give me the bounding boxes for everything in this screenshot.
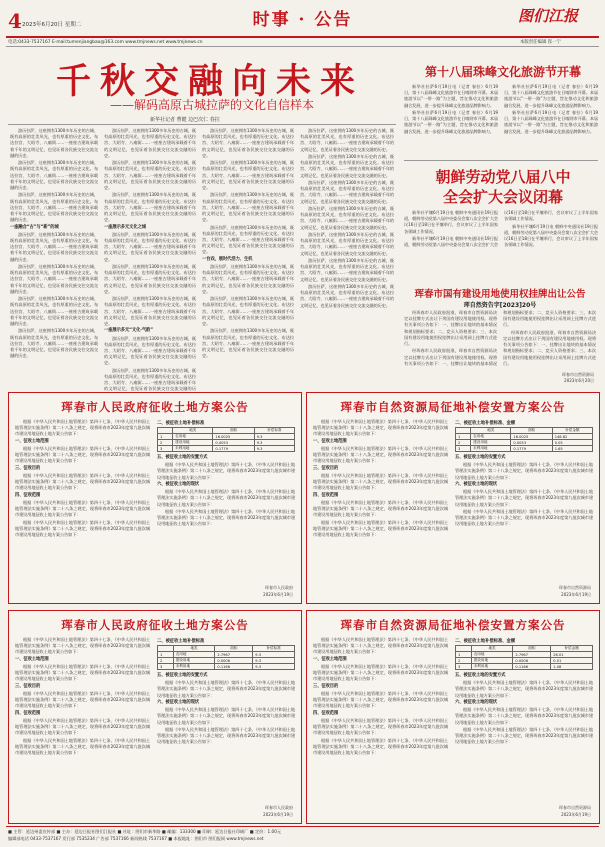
table-cell: 未利用地: [471, 664, 513, 670]
announcement-table-title: 二、被征收土地补偿标准、金额: [455, 639, 516, 644]
table-cell: 建设用地: [173, 658, 215, 664]
table-header: 地类: [173, 428, 213, 434]
lead-subhead-4: 一台戏，展时代活力、生机: [202, 256, 253, 262]
table-cell: 0.1166: [215, 664, 253, 670]
table-cell: 0.0053: [511, 440, 552, 446]
lead-subhead-1: 一座融合“古”与“新”的城: [10, 224, 59, 230]
table-cell: 0.01: [551, 658, 593, 664]
side1-title: 第十八届珠峰文化旅游节开幕: [424, 65, 581, 79]
table-header: 补偿标准: [254, 428, 294, 434]
table-cell: 建设用地: [471, 658, 513, 664]
table-cell: 1.65: [552, 446, 592, 452]
table-cell: 0.0006: [513, 658, 551, 664]
table-cell: 1: [158, 434, 173, 440]
announcement-col-right: 五、被征收土地的安置方式 根据《中华人民共和国土地管理法》第四十七条、《中华人民共和国土地管理法实施条例》第二十八条之规定，现将珲春市2023年度第九批次城市建设用地征收土地方案公告如下： 六、被征收土地的现状 根据《中华人民共和国土地管理法》第四十七条、《中华人民共和国土地管理法实施条例》第二十八条之规定，现将珲春市2023年度第九批次城市建设用地征收土地方案公告如下： 根据《中华人民共和国土地管理法》第四十七条、《中华人民共和国土地管理法实施条例》第二十八条之规定，现将珲春市2023年度第九批次城市建设用地征收土地方案公告如下：: [455, 673, 593, 745]
table-cell: 农用地: [471, 434, 511, 440]
notice-main: [402, 284, 598, 386]
lead-title: 千秋交融向未来: [55, 61, 364, 102]
table-row: [158, 446, 295, 452]
table-header: 面积: [215, 646, 253, 652]
table-cell: 9.3: [253, 664, 295, 670]
table-cell: 148.82: [552, 434, 592, 440]
table-cell: 0.05: [552, 440, 592, 446]
side2-body: 新华社平壤6月19日电 朝鲜中央通讯社19日报道，朝鲜劳动党第八届中央委员会第八次全会扩大会议16日至18日在平壤举行，会议审议了上半年国家各领域工作情况。 新华社平壤6月19日电 朝鲜中央通讯社19日报道，朝鲜劳动党第八届中央委员会第八次全会扩大会议16日至18日在平壤举行，会议审议了上半年国家各领域工作情况。 新华社平壤6月19日电 朝鲜中央通讯社19日报道，朝鲜劳动党第八届中央委员会第八次全会扩大会议16日至18日在平壤举行，会议审议了上半年国家各领域工作情况。: [404, 210, 599, 248]
table-cell: 2.7967: [513, 652, 551, 658]
editor-line: 本版责任编辑 崔一宁: [520, 40, 561, 45]
announcement-table-title: 二、被征收土地补偿标准: [157, 421, 205, 426]
table-header: 补偿标准: [253, 646, 295, 652]
lead-col-1: 游历拉萨，这座拥有1300多年历史的古城，既有高原的壮美风光，也有厚重的历史文化。布达拉宫、大昭寺、八廓街……一座座古建筑承载着千年的文明记忆，也见证着各民族交往交流交融的历史。 游历拉萨，这座拥有1300多年历史的古城，既有高原的壮美风光，也有厚重的历史文化。布达拉宫、大昭寺、八廓街……一座座古建筑承载着千年的文明记忆，也见证着各民族交往交流交融的历史。 游历拉萨，这座拥有1300多年历史的古城，既有高原的壮美风光，也有厚重的历史文化。布达拉宫、大昭寺、八廓街……一座座古建筑承载着千年的文明记忆，也见证着各民族交往交流交融的历史。 一座融合“古”与“新”的城 游历拉萨，这座拥有1300多年历史的古城，既有高原的壮美风光，也有厚重的历史文化。布达拉宫、大昭寺、八廓街……一座座古建筑承载着千年的文明记忆，也见证着各民族交往交流交融的历史。 游历拉萨，这座拥有1300多年历史的古城，既有高原的壮美风光，也有厚重的历史文化。布达拉宫、大昭寺、八廓街……一座座古建筑承载着千年的文明记忆，也见证着各民族交往交流交融的历史。 游历拉萨，这座拥有1300多年历史的古城，既有高原的壮美风光，也有厚重的历史文化。布达拉宫、大昭寺、八廓街……一座座古建筑承载着千年的文明记忆，也见证着各民族交往交流交融的历史。 游历拉萨，这座拥有1300多年历史的古城，既有高原的壮美风光，也有厚重的历史文化。布达拉宫、大昭寺、八廓街……一座座古建筑承载着千年的文明记忆，也见证着各民族交往交流交融的历史。: [10, 128, 98, 359]
notice-main-subtitle: 珲自然资告字[2023]20号: [463, 302, 537, 309]
announcement-signer: 珲春市人民政府: [265, 585, 293, 591]
table-row: [456, 664, 593, 670]
announcement-4: [306, 610, 600, 824]
table-cell: 9.3: [254, 446, 294, 452]
announcement-col-left: 根据《中华人民共和国土地管理法》第四十七条、《中华人民共和国土地管理法实施条例》第二十八条之规定，现将珲春市2023年度第九批次城市建设用地征收土地方案公告如下： 一、征收土地范围 根据《中华人民共和国土地管理法》第四十七条、《中华人民共和国土地管理法实施条例》第二十八条之规定，现将珲春市2023年度第九批次城市建设用地征收土地方案公告如下： 三、征收目的 根据《中华人民共和国土地管理法》第四十七条、《中华人民共和国土地管理法实施条例》第二十八条之规定，现将珲春市2023年度第九批次城市建设用地征收土地方案公告如下： 四、征收范围 根据《中华人民共和国土地管理法》第四十七条、《中华人民共和国土地管理法实施条例》第二十八条之规定，现将珲春市2023年度第九批次城市建设用地征收土地方案公告如下： 根据《中华人民共和国土地管理法》第四十七条、《中华人民共和国土地管理法实施条例》第二十八条之规定，现将珲春市2023年度第九批次城市建设用地征收土地方案公告如下：: [313, 419, 448, 538]
table-cell: 9.3: [253, 652, 295, 658]
page-number: 4: [8, 9, 22, 33]
table-cell: 农用地: [471, 652, 513, 658]
lead-subhead-2: 一座展示多元文化之城: [104, 224, 146, 230]
table-cell: 未利用地: [173, 664, 215, 670]
announcement-3: [8, 610, 302, 824]
table-cell: 1: [456, 652, 472, 658]
table-header: 面积: [513, 646, 551, 652]
table-header: 地类: [471, 646, 513, 652]
notice-main-title: 珲春市国有建设用地使用权挂牌出让公告: [414, 289, 586, 300]
table-cell: 未利用地: [173, 446, 213, 452]
announcement-table: [455, 427, 593, 452]
table-header: 地类: [471, 428, 511, 434]
table-cell: 26.01: [551, 652, 593, 658]
issue-date: 2023年6月20日 星期二: [22, 22, 82, 28]
table-header: 面积: [213, 428, 254, 434]
table-header: 补偿金额: [552, 428, 592, 434]
announcement-col-left: 根据《中华人民共和国土地管理法》第四十七条、《中华人民共和国土地管理法实施条例》第二十八条之规定，现将珲春市2023年度第九批次城市建设用地征收土地方案公告如下： 一、征收土地范围 根据《中华人民共和国土地管理法》第四十七条、《中华人民共和国土地管理法实施条例》第二十八条之规定，现将珲春市2023年度第九批次城市建设用地征收土地方案公告如下： 三、征收目的 根据《中华人民共和国土地管理法》第四十七条、《中华人民共和国土地管理法实施条例》第二十八条之规定，现将珲春市2023年度第九批次城市建设用地征收土地方案公告如下： 四、征收范围 根据《中华人民共和国土地管理法》第四十七条、《中华人民共和国土地管理法实施条例》第二十八条之规定，现将珲春市2023年度第九批次城市建设用地征收土地方案公告如下： 根据《中华人民共和国土地管理法》第四十七条、《中华人民共和国土地管理法实施条例》第二十八条之规定，现将珲春市2023年度第九批次城市建设用地征收土地方案公告如下：: [15, 637, 150, 756]
footer-line-1: ■ 主管：延边州委宣传部 ■ 主办：延边日报社图们江报社 ■ 社址：图们市新华路 ■ 邮编：133300 ■ 印刷：延边日报社印刷厂 ■ 定价：1.00元: [8, 829, 282, 834]
table-cell: 1.08: [551, 664, 593, 670]
announcement-title: 珲春市自然资源局征地补偿安置方案公告: [340, 618, 566, 632]
table-cell: 农用地: [173, 652, 215, 658]
announcement-col-right: 五、被征收土地的安置方式 根据《中华人民共和国土地管理法》第四十七条、《中华人民共和国土地管理法实施条例》第二十八条之规定，现将珲春市2023年度第九批次城市建设用地征收土地方案公告如下： 六、被征收土地的现状 根据《中华人民共和国土地管理法》第四十七条、《中华人民共和国土地管理法实施条例》第二十八条之规定，现将珲春市2023年度第九批次城市建设用地征收土地方案公告如下： 根据《中华人民共和国土地管理法》第四十七条、《中华人民共和国土地管理法实施条例》第二十八条之规定，现将珲春市2023年度第九批次城市建设用地征收土地方案公告如下：: [157, 455, 295, 527]
announcement-signer: 珲春市自然资源局: [559, 805, 591, 811]
lead-col-2: 游历拉萨，这座拥有1300多年历史的古城，既有高原的壮美风光，也有厚重的历史文化。布达拉宫、大昭寺、八廓街……一座座古建筑承载着千年的文明记忆，也见证着各民族交往交流交融的历史。 游历拉萨，这座拥有1300多年历史的古城，既有高原的壮美风光，也有厚重的历史文化。布达拉宫、大昭寺、八廓街……一座座古建筑承载着千年的文明记忆，也见证着各民族交往交流交融的历史。 游历拉萨，这座拥有1300多年历史的古城，既有高原的壮美风光，也有厚重的历史文化。布达拉宫、大昭寺、八廓街……一座座古建筑承载着千年的文明记忆，也见证着各民族交往交流交融的历史。 一座展示多元文化之城 游历拉萨，这座拥有1300多年历史的古城，既有高原的壮美风光，也有厚重的历史文化。布达拉宫、大昭寺、八廓街……一座座古建筑承载着千年的文明记忆，也见证着各民族交往交流交融的历史。 游历拉萨，这座拥有1300多年历史的古城，既有高原的壮美风光，也有厚重的历史文化。布达拉宫、大昭寺、八廓街……一座座古建筑承载着千年的文明记忆，也见证着各民族交往交流交融的历史。 游历拉萨，这座拥有1300多年历史的古城，既有高原的壮美风光，也有厚重的历史文化。布达拉宫、大昭寺、八廓街……一座座古建筑承载着千年的文明记忆，也见证着各民族交往交流交融的历史。 一座展示多元“文化·气韵” 游历拉萨，这座拥有1300多年历史的古城，既有高原的壮美风光，也有厚重的历史文化。布达拉宫、大昭寺、八廓街……一座座古建筑承载着千年的文明记忆，也见证着各民族交往交流交融的历史。 游历拉萨，这座拥有1300多年历史的古城，既有高原的壮美风光，也有厚重的历史文化。布达拉宫、大昭寺、八廓街……一座座古建筑承载着千年的文明记忆，也见证着各民族交往交流交融的历: [104, 128, 196, 392]
announcement-col-left: 根据《中华人民共和国土地管理法》第四十七条、《中华人民共和国土地管理法实施条例》第二十八条之规定，现将珲春市2023年度第九批次城市建设用地征收土地方案公告如下： 一、征收土地范围 根据《中华人民共和国土地管理法》第四十七条、《中华人民共和国土地管理法实施条例》第二十八条之规定，现将珲春市2023年度第九批次城市建设用地征收土地方案公告如下： 三、征收目的 根据《中华人民共和国土地管理法》第四十七条、《中华人民共和国土地管理法实施条例》第二十八条之规定，现将珲春市2023年度第九批次城市建设用地征收土地方案公告如下： 四、征收范围 根据《中华人民共和国土地管理法》第四十七条、《中华人民共和国土地管理法实施条例》第二十八条之规定，现将珲春市2023年度第九批次城市建设用地征收土地方案公告如下： 根据《中华人民共和国土地管理法》第四十七条、《中华人民共和国土地管理法实施条例》第二十八条之规定，现将珲春市2023年度第九批次城市建设用地征收土地方案公告如下：: [15, 419, 150, 538]
table-cell: 2: [158, 658, 174, 664]
announcement-date: 2023年6月19日: [263, 592, 293, 598]
side2-title-2: 全会扩大会议闭幕: [442, 188, 563, 206]
lead-subtitle: ——解码高原古城拉萨的文化自信样本: [110, 98, 315, 112]
announcement-col-left: 根据《中华人民共和国土地管理法》第四十七条、《中华人民共和国土地管理法实施条例》第二十八条之规定，现将珲春市2023年度第九批次城市建设用地征收土地方案公告如下： 一、征收土地范围 根据《中华人民共和国土地管理法》第四十七条、《中华人民共和国土地管理法实施条例》第二十八条之规定，现将珲春市2023年度第九批次城市建设用地征收土地方案公告如下： 三、征收目的 根据《中华人民共和国土地管理法》第四十七条、《中华人民共和国土地管理法实施条例》第二十八条之规定，现将珲春市2023年度第九批次城市建设用地征收土地方案公告如下： 四、征收范围 根据《中华人民共和国土地管理法》第四十七条、《中华人民共和国土地管理法实施条例》第二十八条之规定，现将珲春市2023年度第九批次城市建设用地征收土地方案公告如下： 根据《中华人民共和国土地管理法》第四十七条、《中华人民共和国土地管理法实施条例》第二十八条之规定，现将珲春市2023年度第九批次城市建设用地征收土地方案公告如下：: [313, 637, 448, 756]
contact-line: 电话:0433-7537167 E-mail:tumenjiangbao@163.com www.tmjnews.net www.tmjnews.cn: [8, 40, 203, 45]
lead-col-3: 游历拉萨，这座拥有1300多年历史的古城，既有高原的壮美风光，也有厚重的历史文化。布达拉宫、大昭寺、八廓街……一座座古建筑承载着千年的文明记忆，也见证着各民族交往交流交融的历史。 游历拉萨，这座拥有1300多年历史的古城，既有高原的壮美风光，也有厚重的历史文化。布达拉宫、大昭寺、八廓街……一座座古建筑承载着千年的文明记忆，也见证着各民族交往交流交融的历史。 游历拉萨，这座拥有1300多年历史的古城，既有高原的壮美风光，也有厚重的历史文化。布达拉宫、大昭寺、八廓街……一座座古建筑承载着千年的文明记忆，也见证着各民族交往交流交融的历史。 游历拉萨，这座拥有1300多年历史的古城，既有高原的壮美风光，也有厚重的历史文化。布达拉宫、大昭寺、八廓街……一座座古建筑承载着千年的文明记忆，也见证着各民族交往交流交融的历史。 一台戏，展时代活力、生机 游历拉萨，这座拥有1300多年历史的古城，既有高原的壮美风光，也有厚重的历史文化。布达拉宫、大昭寺、八廓街……一座座古建筑承载着千年的文明记忆，也见证着各民族交往交流交融的历史。 游历拉萨，这座拥有1300多年历史的古城，既有高原的壮美风光，也有厚重的历史文化。布达拉宫、大昭寺、八廓街……一座座古建筑承载着千年的文明记忆，也见证着各民族交往交流交融的历史。 游历拉萨，这座拥有1300多年历史的古城，既有高原的壮美风光，也有厚重的历史文化。布达拉宫、大昭寺、八廓街……一座座古建筑承载着千年的文明记忆，也见证着各民族交往交流交融的历史。: [202, 128, 294, 359]
announcement-title: 珲春市自然资源局征地补偿安置方案公告: [340, 400, 566, 414]
table-row: [456, 446, 593, 452]
table-cell: 建设用地: [173, 440, 213, 446]
section-title: 时事 · 公告: [252, 10, 353, 30]
table-cell: 2.7967: [215, 652, 253, 658]
announcement-date: 2023年6月19日: [263, 812, 293, 818]
table-cell: 3: [158, 664, 174, 670]
announcement-table: [157, 427, 295, 452]
announcement-col-right: 五、被征收土地的安置方式 根据《中华人民共和国土地管理法》第四十七条、《中华人民共和国土地管理法实施条例》第二十八条之规定，现将珲春市2023年度第九批次城市建设用地征收土地方案公告如下： 六、被征收土地的现状 根据《中华人民共和国土地管理法》第四十七条、《中华人民共和国土地管理法实施条例》第二十八条之规定，现将珲春市2023年度第九批次城市建设用地征收土地方案公告如下： 根据《中华人民共和国土地管理法》第四十七条、《中华人民共和国土地管理法实施条例》第二十八条之规定，现将珲春市2023年度第九批次城市建设用地征收土地方案公告如下：: [455, 455, 593, 527]
lead-subhead-3: 一座展示多元“文化·气韵”: [104, 328, 153, 334]
table-cell: 0.1779: [511, 446, 552, 452]
table-cell: 0.1166: [513, 664, 551, 670]
table-header: 补偿金额: [551, 646, 593, 652]
notice-main-signer: 珲春市自然资源局: [562, 372, 594, 377]
newspaper-logo: 图们江报: [517, 7, 578, 25]
announcement-date: 2023年6月19日: [561, 812, 591, 818]
table-cell: 2: [158, 440, 173, 446]
announcement-col-right: 五、被征收土地的安置方式 根据《中华人民共和国土地管理法》第四十七条、《中华人民共和国土地管理法实施条例》第二十八条之规定，现将珲春市2023年度第九批次城市建设用地征收土地方案公告如下： 六、被征收土地的现状 根据《中华人民共和国土地管理法》第四十七条、《中华人民共和国土地管理法实施条例》第二十八条之规定，现将珲春市2023年度第九批次城市建设用地征收土地方案公告如下： 根据《中华人民共和国土地管理法》第四十七条、《中华人民共和国土地管理法实施条例》第二十八条之规定，现将珲春市2023年度第九批次城市建设用地征收土地方案公告如下：: [157, 673, 295, 745]
announcement-2: [306, 392, 600, 604]
table-cell: 2: [456, 440, 471, 446]
announcement-table-title: 二、被征收土地补偿标准: [157, 639, 205, 644]
table-cell: 2: [456, 658, 472, 664]
lead-col-4: 游历拉萨，这座拥有1300多年历史的古城，既有高原的壮美风光，也有厚重的历史文化。布达拉宫、大昭寺、八廓街……一座座古建筑承载着千年的文明记忆，也见证着各民族交往交流交融的历史。 游历拉萨，这座拥有1300多年历史的古城，既有高原的壮美风光，也有厚重的历史文化。布达拉宫、大昭寺、八廓街……一座座古建筑承载着千年的文明记忆，也见证着各民族交往交流交融的历史。 游历拉萨，这座拥有1300多年历史的古城，既有高原的壮美风光，也有厚重的历史文化。布达拉宫、大昭寺、八廓街……一座座古建筑承载着千年的文明记忆，也见证着各民族交往交流交融的历史。 游历拉萨，这座拥有1300多年历史的古城，既有高原的壮美风光，也有厚重的历史文化。布达拉宫、大昭寺、八廓街……一座座古建筑承载着千年的文明记忆，也见证着各民族交往交流交融的历史。 游历拉萨，这座拥有1300多年历史的古城，既有高原的壮美风光，也有厚重的历史文化。布达拉宫、大昭寺、八廓街……一座座古建筑承载着千年的文明记忆，也见证着各民族交往交流交融的历史。 游历拉萨，这座拥有1300多年历史的古城，既有高原的壮美风光，也有厚重的历史文化。布达拉宫、大昭寺、八廓街……一座座古建筑承载着千年的文明记忆，也见证着各民族交往交流交融的历史。 游历拉萨，这座拥有1300多年历史的古城，既有高原的壮美风光，也有厚重的历史文化。布达拉宫、大昭寺、八廓街……一座座古建筑承载着千年的文明记忆，也见证着各民族交往交流交融的历史。: [300, 128, 395, 308]
table-cell: 未利用地: [471, 446, 511, 452]
table-row: [158, 664, 295, 670]
lead-byline: 新华社记者 曹健 边巴次仁 春拉: [150, 117, 220, 123]
table-cell: 3: [456, 664, 472, 670]
announcement-signer: 珲春市自然资源局: [559, 585, 591, 591]
side2-title-1: 朝鲜劳动党八届八中: [435, 168, 571, 186]
announcement-signer: 珲春市人民政府: [265, 805, 293, 811]
notice-main-body: 经珲春市人民政府批准，珲春市自然资源局决定以挂牌方式出让下列国有建设用地使用权。现将有关事项公告如下：一、挂牌出让地块的基本情况和规划指标要求；二、竞买人资格要求；三、本次国有建设用地使用权挂牌出让采用网上挂牌方式进行。 经珲春市人民政府批准，珲春市自然资源局决定以挂牌方式出让下列国有建设用地使用权。现将有关事项公告如下：一、挂牌出让地块的基本情况和规划指标要求；二、竞买人资格要求；三、本次国有建设用地使用权挂牌出让采用网上挂牌方式进行。 经珲春市人民政府批准，珲春市自然资源局决定以挂牌方式出让下列国有建设用地使用权。现将有关事项公告如下：一、挂牌出让地块的基本情况和规划指标要求；二、竞买人资格要求；三、本次国有建设用地使用权挂牌出让采用网上挂牌方式进行。: [404, 310, 596, 366]
table-cell: 16.0025: [213, 434, 254, 440]
table-cell: 16.0025: [511, 434, 552, 440]
table-cell: 0.0053: [213, 440, 254, 446]
table-cell: 9.3: [253, 658, 295, 664]
footer-line-2: 编辑部电话 0433-7537167 发行部 7535234 广告部 7537166 新闻热线 7537167 ■ 本报地址：图们市 图们报网 www.tmjnews.net: [8, 836, 264, 841]
notice-main-date: 2023年6月20日: [564, 378, 594, 383]
announcement-table-title: 二、被征收土地补偿标准、金额: [455, 421, 516, 426]
announcement-table: [157, 645, 295, 670]
table-cell: 0.0006: [215, 658, 253, 664]
table-cell: 9.3: [254, 434, 294, 440]
table-cell: 建设用地: [471, 440, 511, 446]
table-header: 面积: [511, 428, 552, 434]
announcement-1: [8, 392, 302, 604]
table-cell: 3: [456, 446, 471, 452]
table-header: 地类: [173, 646, 215, 652]
announcement-table: [455, 645, 593, 670]
announcement-title: 珲春市人民政府征收土地方案公告: [61, 618, 249, 632]
table-cell: 3: [158, 446, 173, 452]
announcement-date: 2023年6月19日: [561, 592, 591, 598]
table-cell: 1: [158, 652, 174, 658]
table-cell: 9.3: [254, 440, 294, 446]
announcement-title: 珲春市人民政府征收土地方案公告: [61, 400, 249, 414]
table-cell: 农用地: [173, 434, 213, 440]
table-cell: 1: [456, 434, 471, 440]
table-cell: 0.1779: [213, 446, 254, 452]
side1-body: 新华社拉萨6月19日电（记者 春拉）6月19日，第十八届珠峰文化旅游节在日喀则市开幕。本届旅游节以“一带一路”为主题，旨在推动文化和旅游融合发展，进一步提升珠峰文化旅游品牌影响力。 新华社拉萨6月19日电（记者 春拉）6月19日，第十八届珠峰文化旅游节在日喀则市开幕。本届旅游节以“一带一路”为主题，旨在推动文化和旅游融合发展，进一步提升珠峰文化旅游品牌影响力。 新华社拉萨6月19日电（记者 春拉）6月19日，第十八届珠峰文化旅游节在日喀则市开幕。本届旅游节以“一带一路”为主题，旨在推动文化和旅游融合发展，进一步提升珠峰文化旅游品牌影响力。 新华社拉萨6月19日电（记者 春拉）6月19日，第十八届珠峰文化旅游节在日喀则市开幕。本届旅游节以“一带一路”为主题，旨在推动文化和旅游融合发展，进一步提升珠峰文化旅游品牌影响力。: [404, 84, 599, 134]
